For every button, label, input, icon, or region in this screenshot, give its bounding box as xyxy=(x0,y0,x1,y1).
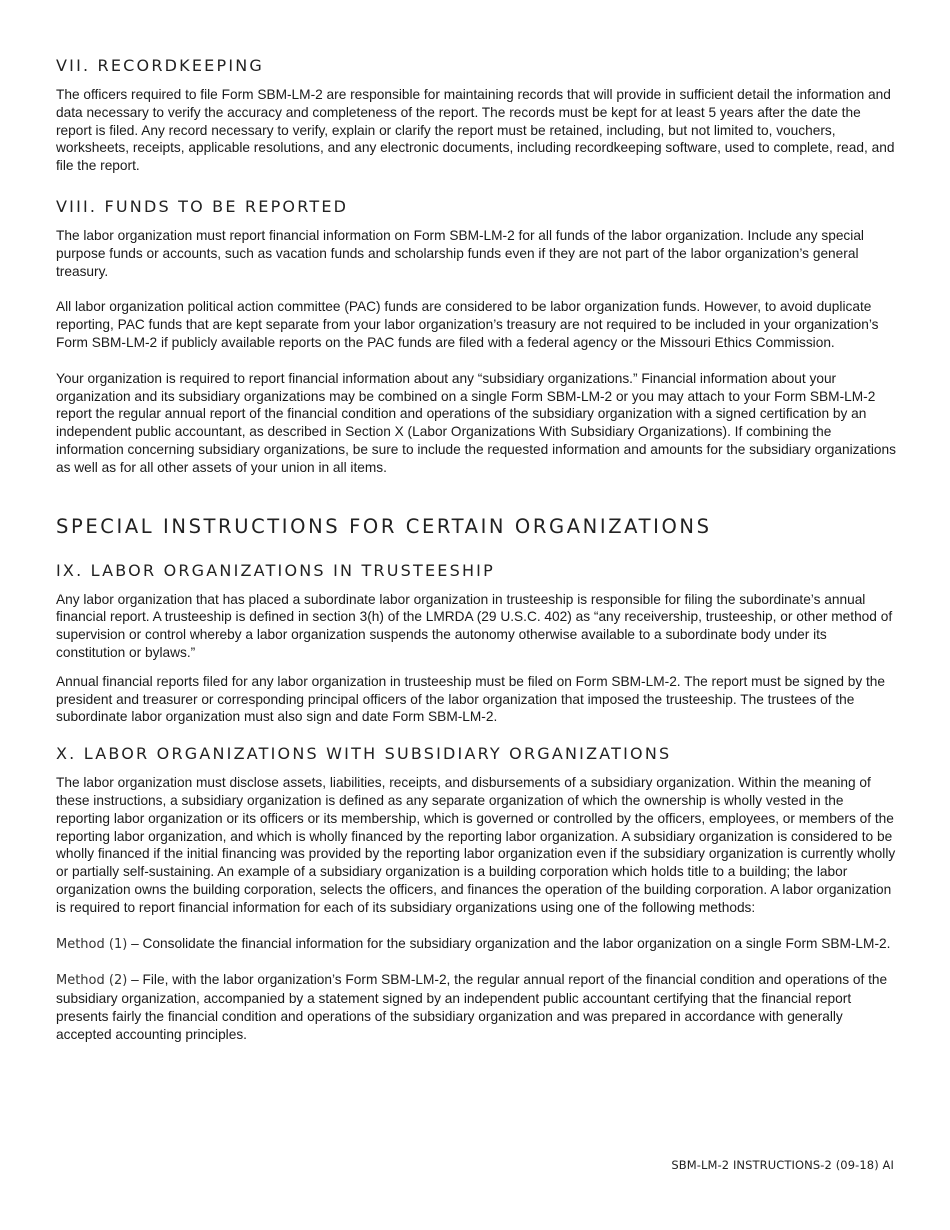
paragraph: All labor organization political action committee (PAC) funds are considered to be labor organization funds. However, to avoid duplicate reporting, PAC funds that are kept separate from your labor organization’s treasury are not required to be included in your organization’s Form SBM-LM-2 if publicly available reports on the PAC funds are filed with a federal agency or the Missouri Ethics Commission. xyxy=(56,299,879,350)
paragraph: The officers required to file Form SBM-LM-2 are responsible for maintaining records that will provide in sufficient detail the information and data necessary to verify the accuracy and completeness of the report. The records must be kept for at least 5 years after the date the report is filed. Any record necessary to verify, explain or clarify the report must be retained, including, but not limited to, vouchers, worksheets, receipts, applicable resolutions, and any electronic documents, including recordkeeping software, used to complete, read, and file the report. xyxy=(56,87,895,174)
method-2-text: – File, with the labor organization’s Form SBM-LM-2, the regular annual report of the financial condition and operations of the subsidiary organization, accompanied by a statement signed by an independent public accountant certifying that the financial report presents fairly the financial condition and operations of the subsidiary organization and was prepared in accordance with generally accepted accounting principles. xyxy=(56,972,888,1042)
page-footer: SBM-LM-2 INSTRUCTIONS-2 (09-18) AI xyxy=(671,1158,894,1172)
paragraph: Annual financial reports filed for any labor organization in trusteeship must be filed on Form SBM-LM-2. The report must be signed by the president and treasurer or corresponding principal officers of the labor organization that imposed the trusteeship. The trustees of the subordinate labor organization must also sign and date Form SBM-LM-2. xyxy=(56,673,886,725)
paragraph: Your organization is required to report financial information about any “subsidiary organizations.” Financial information about your organization and its subsidiary organizations may be combined on a single Form SBM-LM-2 or you may attach to your Form SBM-LM-2 report the regular annual report of the financial condition and operations of the subsidiary organization with a signed certification by an independent public accountant, as described in Section X (Labor Organizations With Subsidiary Organizations). If combining the information concerning subsidiary organizations, be sure to include the requested information and amounts for the subsidiary organizations as well as for all other assets of your union in all items. xyxy=(56,370,896,475)
method-1-text: – Consolidate the financial information for the subsidiary organization and the labor organization on a single Form SBM-LM-2. xyxy=(127,935,891,951)
section-heading-subsidiary: X. LABOR ORGANIZATIONS WITH SUBSIDIARY ORGANIZATIONS xyxy=(56,744,672,764)
method-2 xyxy=(56,971,896,1043)
section-heading-funds: VIII. FUNDS TO BE REPORTED xyxy=(56,196,349,216)
paragraph: The labor organization must report financial information on Form SBM-LM-2 for all funds of the labor organization. Include any special purpose funds or accounts, such as vacation funds and scholarship funds even if they are not part of the labor organization’s general treasury. xyxy=(56,227,864,279)
paragraph: Any labor organization that has placed a subordinate labor organization in trusteeship is responsible for filing the subordinate’s annual financial report. A trusteeship is defined in section 3(h) of the LMRDA (29 U.S.C. 402) as “any receivership, trusteeship, or other method of supervision or control whereby a labor organization suspends the autonomy otherwise available to a subordinate body under its constitution or bylaws.” xyxy=(56,591,893,660)
paragraph: The labor organization must disclose assets, liabilities, receipts, and disbursements of a subsidiary organization. Within the meaning of these instructions, a subsidiary organization is defined as any separate organization of which the ownership is wholly vested in the reporting labor organization or its officers or its membership, which is governed or controlled by the officers, employees, or members of the reporting labor organization, and which is wholly financed by the reporting labor organization. A subsidiary organization is considered to be wholly financed if the initial financing was provided by the reporting labor organization even if the subsidiary organization is currently wholly or partially self-sustaining. An example of a subsidiary organization is a building corporation which holds title to a building; the labor organization owns the building corporation, selects the officers, and finances the operation of the building corporation. A labor organization is required to report financial information for each of its subsidiary organizations using one of the following methods: xyxy=(56,775,896,915)
section-heading-trusteeship: IX. LABOR ORGANIZATIONS IN TRUSTEESHIP xyxy=(56,560,495,580)
document-page xyxy=(56,56,896,1043)
special-instructions-title: SPECIAL INSTRUCTIONS FOR CERTAIN ORGANIZATIONS xyxy=(56,514,712,538)
section-heading-recordkeeping: VII. RECORDKEEPING xyxy=(56,56,265,75)
method-2-label: Method (2) xyxy=(56,973,128,989)
method-1-label: Method (1) xyxy=(56,936,128,952)
method-1 xyxy=(56,935,896,954)
